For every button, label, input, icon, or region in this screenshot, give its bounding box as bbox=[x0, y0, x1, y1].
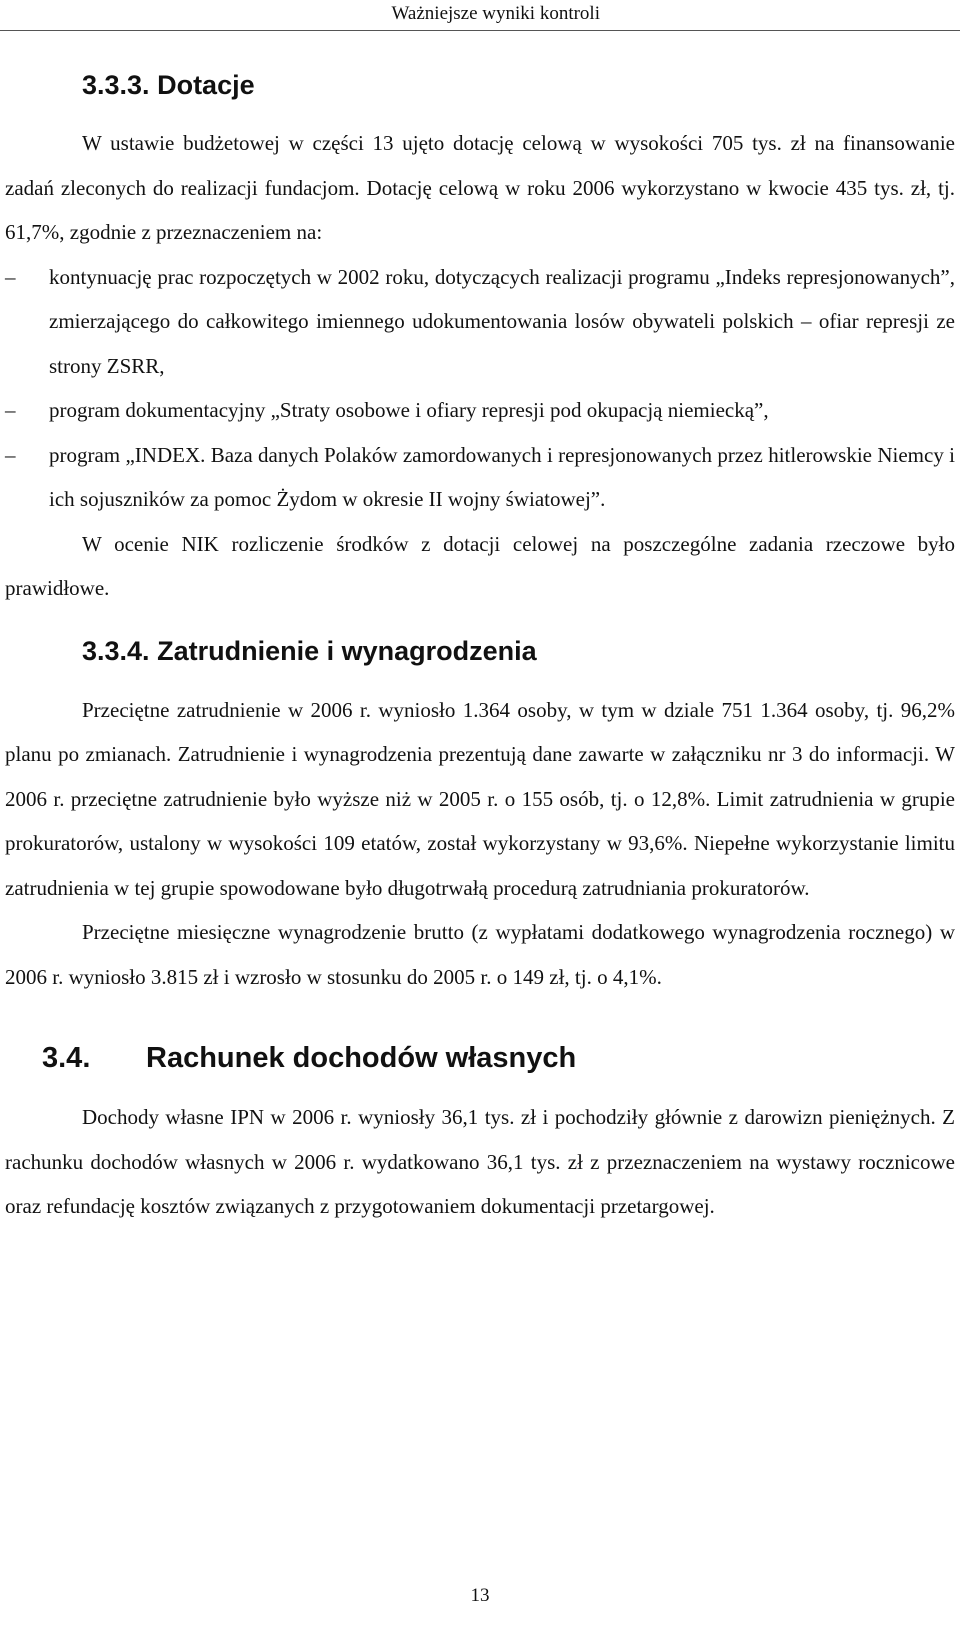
heading-3-3-3-number: 3.3.3. bbox=[82, 70, 150, 100]
heading-3-4 bbox=[5, 1041, 955, 1075]
paragraph-dotacje-intro: W ustawie budżetowej w części 13 ujęto dotację celową w wysokości 705 tys. zł na finansowanie zadań zleconych do realizacji fundacjom. Dotację celową w roku 2006 wykorzystano w kwocie 435 tys. zł, tj. 61,7%, zgodnie z przeznaczeniem na: bbox=[5, 131, 955, 244]
heading-3-3-4-title: Zatrudnienie i wynagrodzenia bbox=[157, 635, 537, 666]
dotacje-purpose-list bbox=[5, 255, 955, 522]
heading-3-4-title: Rachunek dochodów własnych bbox=[146, 1042, 577, 1074]
list-item bbox=[5, 388, 955, 433]
document-body bbox=[5, 56, 955, 1229]
running-header-title: Ważniejsze wyniki kontroli bbox=[391, 3, 600, 24]
dash-marker: – bbox=[5, 398, 16, 422]
dash-marker: – bbox=[5, 442, 16, 467]
paragraph-salary: Przeciętne miesięczne wynagrodzenie brutto (z wypłatami dodatkowego wynagrodzenia rocznego) w 2006 r. wyniosło 3.815 zł i wzrosło w stosunku do 2005 r. o 149 zł, tj. o 4,1%. bbox=[5, 920, 955, 989]
paragraph-nik-assessment: W ocenie NIK rozliczenie środków z dotacji celowej na poszczególne zadania rzeczowe było prawidłowe. bbox=[5, 531, 955, 600]
list-item-text: program „INDEX. Baza danych Polaków zamordowanych i represjonowanych przez hitlerowskie Niemcy i ich sojuszników za pomoc Żydom w okresie II wojny światowej”. bbox=[49, 442, 955, 511]
heading-3-3-4 bbox=[5, 635, 955, 667]
heading-3-3-3 bbox=[5, 69, 955, 101]
heading-3-4-number: 3.4. bbox=[42, 1042, 91, 1074]
paragraph-employment: Przeciętne zatrudnienie w 2006 r. wyniosło 1.364 osoby, w tym w dziale 751 1.364 osoby, tj. 96,2% planu po zmianach. Zatrudnienie i wynagrodzenia prezentują dane zawarte w załączniku nr 3 do informacji. W 2006 r. przeciętne zatrudnienie było wyższe niż w 2005 r. o 155 osób, tj. o 12,8%. Limit zatrudnienia w grupie prokuratorów, ustalony w wysokości 109 etatów, został wykorzystany w 93,6%. Niepełne wykorzystanie limitu zatrudnienia w tej grupie spowodowane było długotrwałą procedurą zatrudniania prokuratorów. bbox=[5, 697, 955, 900]
paragraph-own-income: Dochody własne IPN w 2006 r. wyniosły 36,1 tys. zł i pochodziły głównie z darowizn pieniężnych. Z rachunku dochodów własnych w 2006 r. wydatkowano 36,1 tys. zł z przeznaczeniem na wystawy rocznicowe oraz refundację kosztów związanych z przygotowaniem dokumentacji przetargowej. bbox=[5, 1105, 955, 1218]
list-item-text: kontynuację prac rozpoczętych w 2002 roku, dotyczących realizacji programu „Indeks represjonowanych”, zmierzającego do całkowitego imiennego udokumentowania losów obywateli polskich – ofiar represji ze strony ZSRR, bbox=[49, 264, 955, 378]
list-item bbox=[5, 433, 955, 522]
dash-marker: – bbox=[5, 264, 16, 289]
heading-3-3-4-number: 3.3.4. bbox=[82, 635, 150, 666]
page-number: 13 bbox=[470, 1585, 490, 1606]
heading-3-3-3-title: Dotacje bbox=[157, 70, 255, 100]
list-item bbox=[5, 255, 955, 389]
list-item-text: program dokumentacyjny „Straty osobowe i ofiary represji pod okupacją niemiecką”, bbox=[49, 398, 769, 422]
running-header bbox=[0, 0, 960, 31]
